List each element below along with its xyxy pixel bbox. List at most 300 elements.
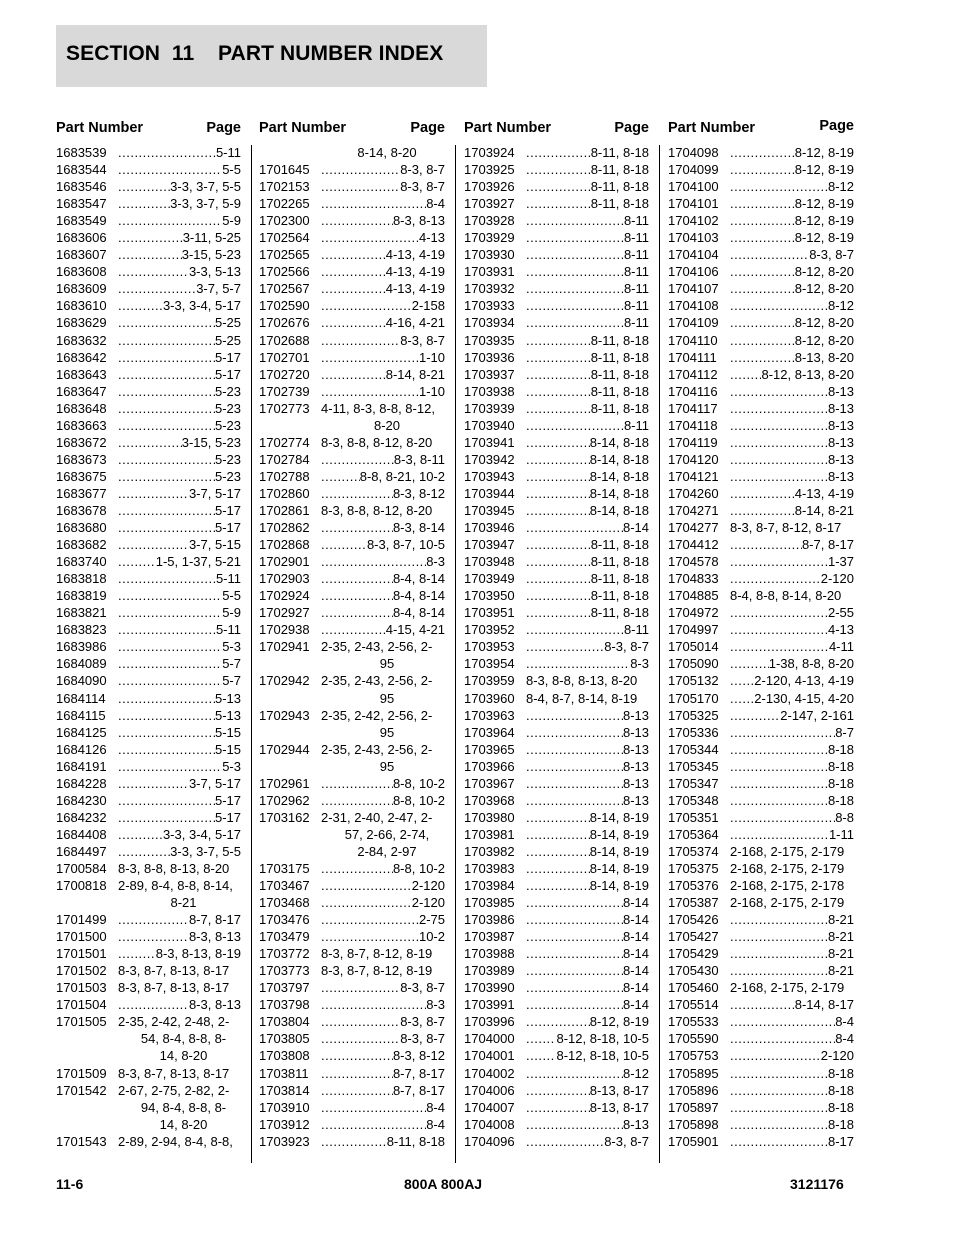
index-entry [259,775,445,792]
index-entry [56,707,241,724]
dot-leader [526,1099,590,1116]
index-entry [668,792,854,809]
page-refs [730,144,854,161]
page-value: 8-13 [827,468,854,484]
page-value: 10-2 [418,929,445,945]
page-value: 3-7, 5-17 [188,775,241,791]
index-entry [56,758,241,775]
page-refs [321,962,445,979]
part-number: 1704111 [668,349,717,365]
index-entry [464,161,649,178]
dot-leader [730,792,828,809]
index-entry [464,775,649,792]
part-number: 1683643 [56,366,107,382]
page-refs [118,945,241,962]
page-refs [526,553,649,570]
dot-leader [526,451,590,468]
dot-leader [321,894,412,911]
page-value: 4-11, 8-3, 8-8, 8-12, [321,400,435,416]
index-entry [259,468,445,485]
page-refs [730,638,854,655]
dot-leader [526,212,624,229]
page-value: 8-4 [426,1099,445,1115]
page-value: 8-11, 8-18 [590,366,649,382]
page-value: 8-3, 8-7 [809,247,854,263]
part-number: 1704119 [668,434,718,450]
page-refs [321,366,445,383]
index-entry [56,979,241,996]
page-refs [321,280,445,297]
dot-leader [321,1030,400,1047]
index-rows [464,144,649,1150]
part-number: 1703966 [464,758,515,774]
dot-leader [118,297,163,314]
page-value: 8-11, 8-18 [386,1133,445,1149]
page-refs [730,792,854,809]
part-number: 1701500 [56,929,107,945]
dot-leader [730,775,828,792]
index-entry [259,1082,445,1099]
part-number: 1701503 [56,980,107,996]
part-number: 1703939 [464,400,515,416]
page-refs [118,246,241,263]
part-number: 1683682 [56,537,107,553]
index-entry [668,229,854,246]
part-number: 1703985 [464,895,515,911]
index-entry [259,383,445,400]
page-refs [730,1013,854,1030]
part-number: 1684090 [56,673,107,689]
index-entry [668,1013,854,1030]
page-value: 8-3, 8-12 [392,1048,445,1064]
page-refs [118,366,241,383]
page-refs [118,996,241,1013]
page-value: 4-13, 4-19 [794,485,854,501]
dot-leader [321,1082,393,1099]
page-value: 8-4 [835,1014,854,1030]
part-number: 1704885 [668,588,719,604]
page-refs [118,178,241,195]
page-value: 8-11 [623,315,649,331]
page-value: 8-13, 8-20 [794,349,854,365]
page-value: 3-3, 3-7, 5-5 [170,843,241,859]
page-number: 11-6 [56,1176,84,1192]
part-number: 1703933 [464,298,515,314]
part-number: 1703954 [464,656,515,672]
part-number: 1683642 [56,349,107,365]
page-refs [321,979,445,996]
page-value: 8-18 [827,1099,854,1115]
index-entry [56,519,241,536]
page-value: 95 [379,690,395,706]
part-number: 1705430 [668,963,719,979]
page-value: 8-4 [426,1116,445,1132]
page-value: 8-3, 8-13 [188,997,241,1013]
index-entry [56,587,241,604]
dot-leader [730,349,795,366]
part-number: 1702961 [259,775,310,791]
index-entry [259,877,445,894]
index-entry [464,894,649,911]
page-value: 5-3 [222,639,241,655]
index-entry [668,1116,854,1133]
dot-leader [526,417,624,434]
dot-leader [526,400,591,417]
page-value: 8-3, 8-7, 8-13, 8-17 [118,980,230,996]
index-entry [668,400,854,417]
index-column-2 [259,118,445,1150]
part-number: 1701509 [56,1065,107,1081]
dot-leader [118,417,215,434]
page-refs [526,485,649,502]
dot-leader [118,246,182,263]
page-value: 8-8, 8-21, 10-2 [359,468,445,484]
part-number: 1702590 [259,298,310,314]
page-refs [730,229,854,246]
dot-leader [526,809,590,826]
part-number: 1704106 [668,264,719,280]
page-value: 3-3, 3-7, 5-9 [170,196,241,212]
page-value: 8-13 [827,451,854,467]
part-number: 1700818 [56,878,107,894]
index-entry [259,1133,445,1150]
page-value: 8-8, 10-2 [392,792,445,808]
dot-leader [321,451,394,468]
part-number: 1702938 [259,622,310,638]
page-value: 8-14, 8-19 [589,809,649,825]
page-value: 8-21 [827,929,854,945]
dot-leader [730,1133,828,1150]
part-number: 1704118 [668,417,718,433]
dot-leader [321,911,419,928]
dot-leader [321,928,419,945]
page-value: 5-9 [222,605,241,621]
page-refs [526,144,649,161]
page-refs [321,1116,445,1133]
part-number: 1700584 [56,860,107,876]
dot-leader [730,741,828,758]
page-value: 4-13, 4-19 [385,264,445,280]
part-number: 1704108 [668,298,719,314]
part-number: 1701502 [56,963,107,979]
page-refs [526,451,649,468]
dot-leader [730,809,835,826]
index-entry [668,485,854,502]
dot-leader [321,212,393,229]
part-number-header: Part Number [668,120,756,136]
page-refs [730,621,854,638]
part-number: 1703937 [464,366,515,382]
page-refs [730,332,854,349]
page-refs [321,314,445,331]
index-entry [259,366,445,383]
index-entry [668,843,854,860]
dot-leader [321,366,386,383]
part-number: 1683986 [56,639,107,655]
page-refs [526,996,649,1013]
index-entry [259,434,445,451]
page-refs [526,417,649,434]
page-refs [730,246,854,263]
page-value: 8-14, 8-19 [589,878,649,894]
page-refs [526,928,649,945]
index-entry [464,996,649,1013]
part-number: 1703987 [464,929,515,945]
page-value: 8-12 [622,1065,649,1081]
part-number: 1703931 [464,264,515,280]
part-number: 1702774 [259,434,310,450]
index-entry [56,502,241,519]
index-entry [668,144,854,161]
page-value: 8-14, 8-19 [589,826,649,842]
index-entry [668,604,854,621]
page-value: 8-7, 8-17 [392,1082,445,1098]
part-number: 1704972 [668,605,719,621]
index-entry [56,485,241,502]
index-entry [56,536,241,553]
page-value: 8-14 [622,997,649,1013]
page-value: 8-3, 8-7 [604,639,649,655]
index-entry [464,672,649,689]
part-number: 1703943 [464,468,515,484]
page-value: 8-11, 8-18 [590,588,649,604]
dot-leader [730,1047,821,1064]
page-refs [118,485,241,502]
dot-leader [118,280,196,297]
page-refs [730,1047,854,1064]
part-number: 1703996 [464,1014,515,1030]
page-value: 8-13 [827,383,854,399]
page-refs [730,996,854,1013]
dot-leader [118,349,215,366]
dot-leader [118,383,215,400]
page-value: 2-120 [820,1048,854,1064]
index-entry [464,485,649,502]
page-value: 8-3, 8-13 [188,929,241,945]
dot-leader [730,434,828,451]
page-refs [321,638,445,655]
dot-leader [730,996,795,1013]
page-value: 8-11, 8-18 [590,554,649,570]
part-number: 1703930 [464,247,515,263]
part-number: 1704833 [668,571,719,587]
index-entry [668,349,854,366]
dot-leader [118,144,216,161]
part-number: 1703927 [464,196,515,212]
page-value: 8-7, 8-17 [801,537,854,553]
dot-leader [118,707,215,724]
page-value: 8-14, 8-21 [794,502,854,518]
index-entry [464,451,649,468]
part-number: 1705364 [668,826,719,842]
index-entry [259,280,445,297]
page-value: 2-120 [411,878,445,894]
page-value: 5-11 [215,622,241,638]
dot-leader [730,417,828,434]
part-number: 1702300 [259,213,310,229]
index-entry [668,1133,854,1150]
page-refs [730,314,854,331]
dot-leader [118,809,215,826]
index-entry [668,383,854,400]
page-refs [526,519,649,536]
dot-leader [321,161,400,178]
page-refs [730,349,854,366]
dot-leader [730,468,828,485]
page-value: 8-12, 8-19 [589,1014,649,1030]
page-value: 8-3, 8-7 [400,162,445,178]
page-value: 8-13 [827,417,854,433]
page-value: 2-168, 2-175, 2-178 [730,878,845,894]
page-refs [730,1099,854,1116]
dot-leader [321,1116,426,1133]
dot-leader [730,229,795,246]
page-refs [321,1047,445,1064]
page-value: 8-14, 8-18 [589,502,649,518]
page-value: 2-168, 2-175, 2-179 [730,843,845,859]
page-value: 8-11, 8-18 [590,332,649,348]
page-refs [730,536,854,553]
page-refs [526,468,649,485]
page-value: 5-17 [214,502,241,518]
index-rows [259,144,445,1150]
part-number: 1702862 [259,520,310,536]
index-entry [464,758,649,775]
page-value: 2-35, 2-43, 2-56, 2- [321,673,433,689]
page-value: 2-89, 2-94, 8-4, 8-8, [118,1133,233,1149]
page-value: 1-10 [418,383,445,399]
index-entry [464,1133,649,1150]
index-entry [56,604,241,621]
dot-leader [730,604,828,621]
part-number: 1703981 [464,826,515,842]
index-entry [56,280,241,297]
part-number: 1704412 [668,537,719,553]
index-entry [56,263,241,280]
part-number: 1683821 [56,605,107,621]
dot-leader [730,621,828,638]
index-entry [668,366,854,383]
index-entry [464,314,649,331]
dot-leader [526,860,590,877]
page-value: 8-12, 8-13, 8-20 [761,366,854,382]
page-refs [118,638,241,655]
dot-leader [321,263,386,280]
dot-leader [526,604,591,621]
index-entry [668,758,854,775]
index-entry [464,792,649,809]
dot-leader [730,297,828,314]
page-value: 2-89, 8-4, 8-8, 8-14, [118,878,233,894]
page-refs [730,417,854,434]
index-rows [56,144,241,1150]
index-entry [668,860,854,877]
page-refs [526,741,649,758]
part-number: 1702265 [259,196,310,212]
index-entry [464,1013,649,1030]
index-entry [668,451,854,468]
page-value: 5-25 [214,332,241,348]
dot-leader [118,587,222,604]
page-value: 8-3, 8-7 [400,980,445,996]
part-number: 1701504 [56,997,107,1013]
page-refs [730,1133,854,1150]
page-value: 8-14, 8-20 [357,145,417,160]
page-refs [526,570,649,587]
page-value: 8-14, 8-18 [589,451,649,467]
dot-leader [118,741,215,758]
index-entry [464,979,649,996]
part-number: 1705427 [668,929,719,945]
part-number: 1704271 [668,502,719,518]
index-entry [259,1099,445,1116]
page-value: 8-3, 8-7, 10-5 [366,537,445,553]
page-refs [118,1082,241,1099]
column-header [668,118,854,144]
index-entry [259,587,445,604]
page-value: 5-15 [214,741,241,757]
part-number: 1705426 [668,912,719,928]
page-refs [526,877,649,894]
page-refs [118,707,241,724]
index-entry [668,1099,854,1116]
page-value: 5-23 [214,468,241,484]
column-divider [659,145,660,1163]
page-value: 2-168, 2-175, 2-179 [730,860,845,876]
part-number: 1684497 [56,843,107,859]
page-refs [730,1065,854,1082]
index-entry [56,843,241,860]
index-entry [56,553,241,570]
page-value: 8-12 [827,179,854,195]
index-entry [259,451,445,468]
index-entry [668,332,854,349]
dot-leader [526,519,623,536]
part-number: 1705014 [668,639,719,655]
page-refs [118,468,241,485]
page-value: 8-3, 8-7 [400,1031,445,1047]
part-number: 1703980 [464,809,515,825]
part-number: 1705345 [668,758,719,774]
index-entry [668,297,854,314]
page-value: 1-37 [827,554,854,570]
dot-leader [118,332,215,349]
page-value: 8-11 [623,230,649,246]
page-value: 8-14 [622,946,649,962]
page-refs [118,229,241,246]
dot-leader [118,451,215,468]
page-value: 5-7 [222,673,241,689]
page-refs [321,161,445,178]
page-value: 8-12, 8-19 [794,230,854,246]
index-entry [56,621,241,638]
index-entry [668,724,854,741]
dot-leader [730,144,795,161]
page-value: 8-8, 10-2 [392,860,445,876]
index-entry [464,911,649,928]
dot-leader [730,707,780,724]
index-entry [56,894,241,911]
page-refs [321,775,445,792]
part-number: 1683549 [56,213,107,229]
page-value: 54, 8-4, 8-8, 8- [140,1031,227,1047]
dot-leader [730,655,769,672]
index-entry [56,775,241,792]
page-refs [730,502,854,519]
page-refs [321,246,445,263]
part-number: 1702788 [259,468,310,484]
index-entry [464,621,649,638]
